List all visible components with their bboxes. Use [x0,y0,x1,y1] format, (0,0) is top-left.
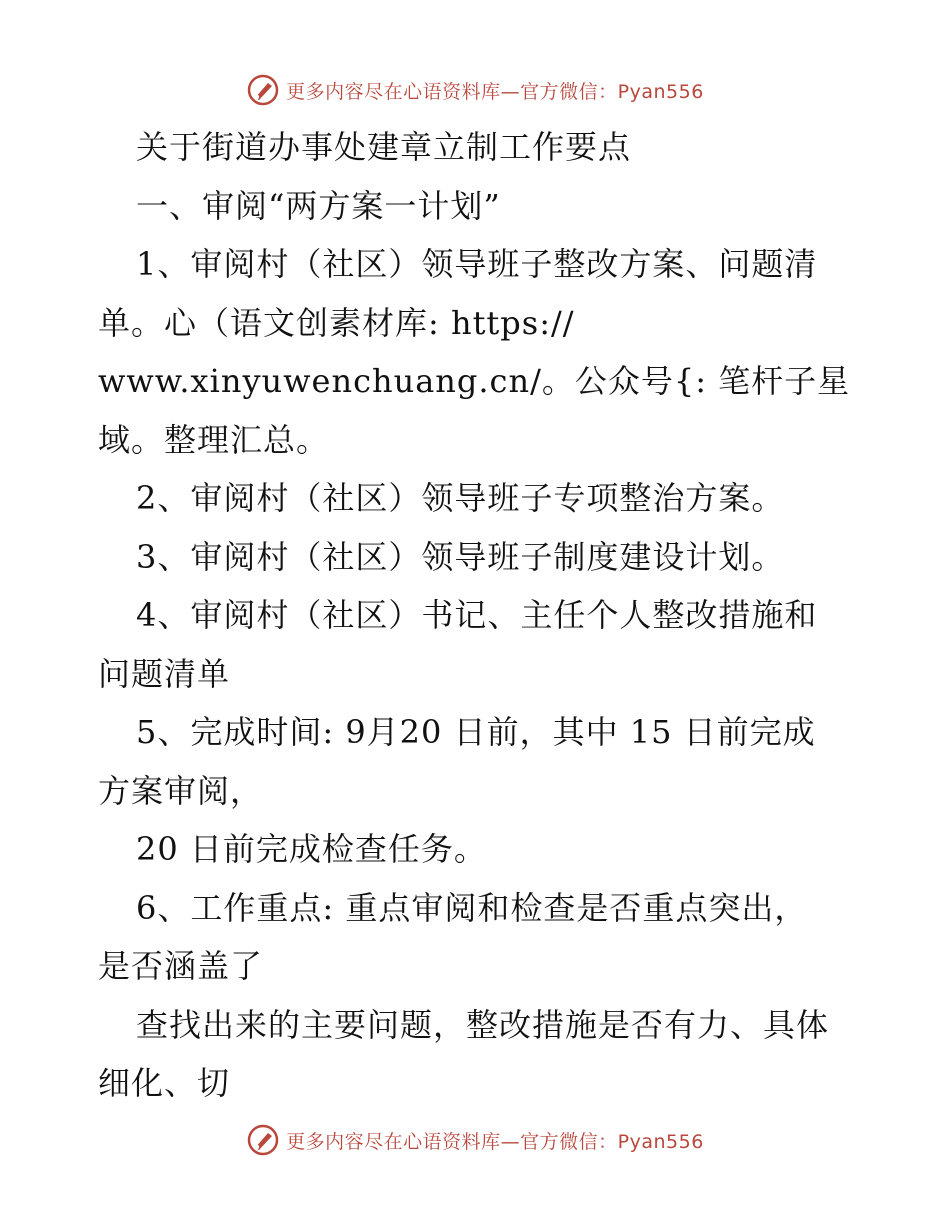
watermark-text: 更多内容尽在心语资料库—官方微信：Pyan556 [286,80,704,103]
paragraph-line: 域。整理汇总。 [98,420,330,459]
footer-watermark-banner [0,1118,950,1162]
header-watermark-banner [0,68,950,112]
paragraph-line: 查找出来的主要问题，整改措施是否有力、具体 [136,1005,830,1044]
paragraph-line: 细化、切 [98,1064,231,1102]
paragraph-line: 4、审阅村（社区）书记、主任个人整改措施和 [136,596,818,634]
paragraph-line: 1、审阅村（社区）领导班子整改方案、问题清 [136,245,818,283]
paragraph-line: 是否涵盖了 [98,947,264,985]
paragraph-line: 6、工作重点: 重点审阅和检查是否重点突出， [136,888,808,927]
section-heading: 一、审阅“两方案一计划” [136,186,501,225]
document-body [98,118,858,1113]
paragraph-line: 方案审阅， [98,771,264,810]
paragraph-line: www.xinyuwenchuang.cn/。公众号{: 笔杆子星 [98,362,851,400]
pen-nib-logo-icon [246,1123,280,1157]
pen-nib-logo-icon [246,73,280,107]
paragraph-line: 2、审阅村（社区）领导班子专项整治方案。 [136,479,785,517]
watermark-text: 更多内容尽在心语资料库—官方微信：Pyan556 [286,1130,704,1153]
paragraph-line: 单。心（语文创素材库: https:// [98,303,575,342]
paragraph-line: 20 日前完成检查任务。 [136,830,487,868]
paragraph-line: 3、审阅村（社区）领导班子制度建设计划。 [136,537,785,576]
document-title: 关于街道办事处建章立制工作要点 [136,128,632,166]
paragraph-line: 5、完成时间: 9月20 日前，其中 15 日前完成 [136,713,816,751]
paragraph-line: 问题清单 [98,654,231,693]
